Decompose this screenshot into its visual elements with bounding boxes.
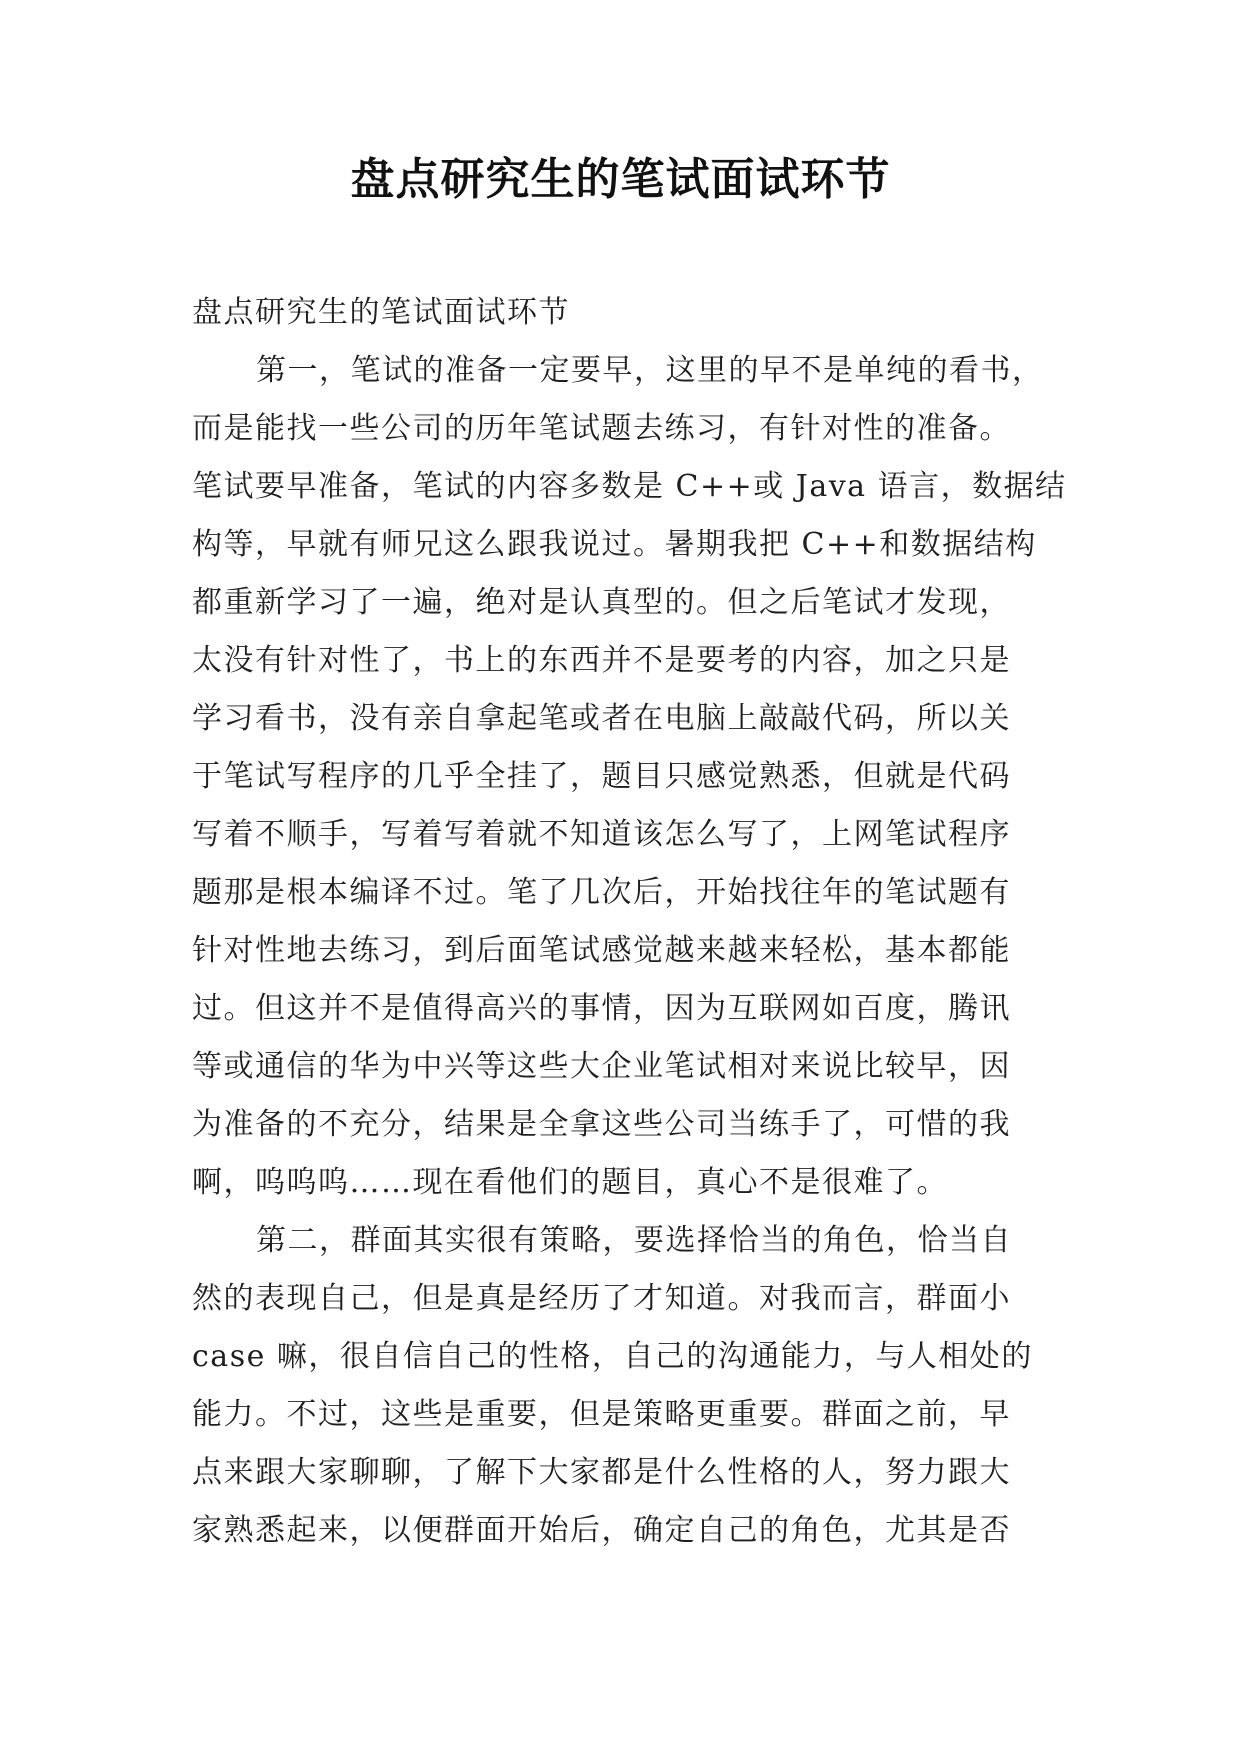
paragraph-2-line-2: 然的表现自己，但是真是经历了才知道。对我而言，群面小 <box>192 1281 1011 1316</box>
paragraph-1-line-5: 都重新学习了一遍，绝对是认真型的。但之后笔试才发现， <box>192 585 1011 620</box>
paragraph-1-line-15: 啊，呜呜呜……现在看他们的题目，真心不是很难了。 <box>192 1165 948 1200</box>
paragraph-1-line-14: 为准备的不充分，结果是全拿这些公司当练手了，可惜的我 <box>192 1107 1011 1142</box>
paragraph-1-line-6: 太没有针对性了，书上的东西并不是要考的内容，加之只是 <box>192 643 1011 678</box>
paragraph-2-line-6: 家熟悉起来，以便群面开始后，确定自己的角色，尤其是否 <box>192 1513 1011 1548</box>
paragraph-1-line-2: 而是能找一些公司的历年笔试题去练习，有针对性的准备。 <box>192 411 1011 446</box>
document-title: 盘点研究生的笔试面试环节 <box>350 154 891 205</box>
paragraph-1-line-8: 于笔试写程序的几乎全挂了，题目只感觉熟悉，但就是代码 <box>192 759 1011 794</box>
paragraph-1-line-1: 第一，笔试的准备一定要早，这里的早不是单纯的看书， <box>256 353 1044 388</box>
paragraph-2-line-4: 能力。不过，这些是重要，但是策略更重要。群面之前，早 <box>192 1397 1011 1432</box>
paragraph-1-line-3: 笔试要早准备，笔试的内容多数是 C++或 Java 语言，数据结 <box>192 469 1067 504</box>
paragraph-1-line-11: 针对性地去练习，到后面笔试感觉越来越来轻松，基本都能 <box>192 933 1011 968</box>
document-body <box>192 284 1072 1560</box>
paragraph-1-line-7: 学习看书，没有亲自拿起笔或者在电脑上敲敲代码，所以关 <box>192 701 1011 736</box>
paragraph-2-line-1: 第二，群面其实很有策略，要选择恰当的角色，恰当自 <box>256 1223 1012 1258</box>
paragraph-1-line-4: 构等，早就有师兄这么跟我说过。暑期我把 C++和数据结构 <box>192 527 1037 562</box>
paragraph-1-line-9: 写着不顺手，写着写着就不知道该怎么写了，上网笔试程序 <box>192 817 1011 852</box>
paragraph-1-line-13: 等或通信的华为中兴等这些大企业笔试相对来说比较早，因 <box>192 1049 1011 1084</box>
paragraph-1-line-10: 题那是根本编译不过。笔了几次后，开始找往年的笔试题有 <box>192 875 1011 910</box>
subtitle-line: 盘点研究生的笔试面试环节 <box>192 295 570 330</box>
paragraph-1-line-12: 过。但这并不是值得高兴的事情，因为互联网如百度，腾讯 <box>192 991 1011 1026</box>
paragraph-2-line-3: case 嘛，很自信自己的性格，自己的沟通能力，与人相处的 <box>192 1339 1033 1374</box>
paragraph-2-line-5: 点来跟大家聊聊，了解下大家都是什么性格的人，努力跟大 <box>192 1455 1011 1490</box>
